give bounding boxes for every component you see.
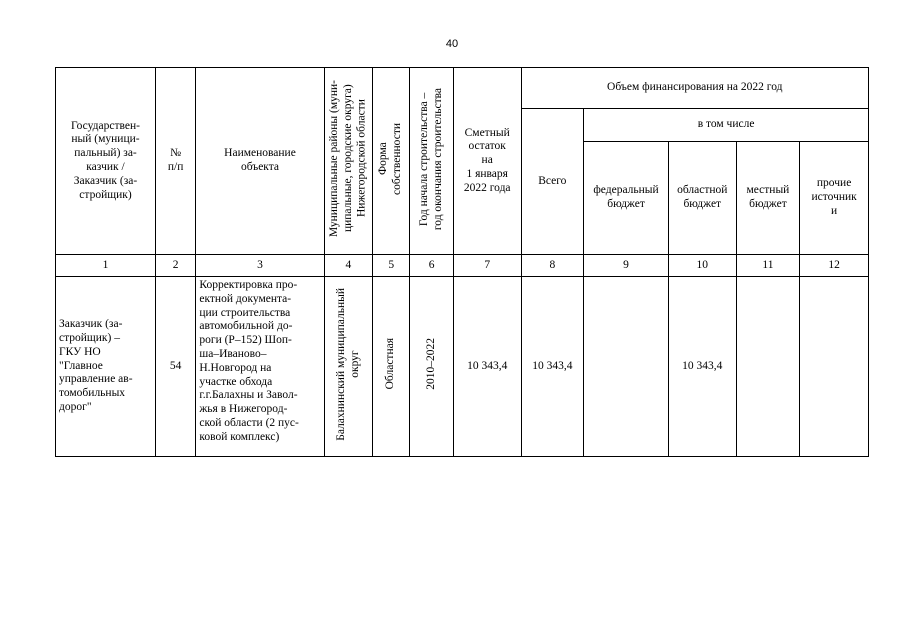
header-federal: федеральный бюджет <box>584 142 669 255</box>
header-customer: Государствен- ный (муници- пальный) за- казчик / Заказчик (за- стройщик) <box>56 68 156 255</box>
column-number: 2 <box>155 255 195 277</box>
row-district-cell <box>324 277 372 457</box>
row-federal <box>584 277 669 457</box>
header-estimated-balance: Сметный остаток на 1 января 2022 года <box>453 68 521 255</box>
column-number: 5 <box>373 255 410 277</box>
header-financing: Объем финансирования на 2022 год <box>521 68 868 109</box>
column-number: 10 <box>668 255 736 277</box>
row-object-name: Корректировка про- ектной документа- ции строительства автомобильной до- роги (Р–152) Шоп- ша–Иваново– Н.Новгород на участке обхода г.г.Балахны и Завол- жья в Нижегород- ской области (2 пус- ковой комплекс) <box>196 277 324 457</box>
row-estimated-balance: 10 343,4 <box>453 277 521 457</box>
row-regional: 10 343,4 <box>668 277 736 457</box>
header-ownership: Форма собственности <box>377 122 404 195</box>
column-number: 12 <box>800 255 869 277</box>
row-number: 54 <box>155 277 195 457</box>
row-years-cell <box>410 277 453 457</box>
column-numbers-row <box>56 255 869 277</box>
row-years: 2010–2022 <box>424 338 437 390</box>
header-years-cell <box>410 68 453 255</box>
row-other <box>800 277 869 457</box>
header-regional: областной бюджет <box>668 142 736 255</box>
column-number: 1 <box>56 255 156 277</box>
column-number: 4 <box>324 255 372 277</box>
header-total: Всего <box>521 109 584 255</box>
column-number: 7 <box>453 255 521 277</box>
row-local <box>736 277 800 457</box>
column-number: 9 <box>584 255 669 277</box>
header-including: в том числе <box>584 109 869 142</box>
page-number: 40 <box>445 38 459 50</box>
financing-table <box>55 67 869 457</box>
column-number: 3 <box>196 255 324 277</box>
header-number: № п/п <box>155 68 195 255</box>
table-row <box>56 277 869 457</box>
column-number: 8 <box>521 255 584 277</box>
header-local: местный бюджет <box>736 142 800 255</box>
row-ownership-cell <box>373 277 410 457</box>
header-districts: Муниципальные районы (муни- ципальные, городские округа) Нижегородской области <box>327 80 368 238</box>
row-total: 10 343,4 <box>521 277 584 457</box>
header-object-name: Наименование объекта <box>196 68 324 255</box>
header-years: Год начала строительства – год окончания строительства <box>417 87 444 230</box>
column-number: 6 <box>410 255 453 277</box>
row-ownership: Областная <box>384 338 397 390</box>
header-other: прочие источник и <box>800 142 869 255</box>
header-ownership-cell <box>373 68 410 255</box>
row-district: Балахнинский муниципальный округ <box>334 287 361 441</box>
row-customer: Заказчик (за- стройщик) – ГКУ НО "Главное управление ав- томобильных дорог" <box>56 277 156 457</box>
header-districts-cell <box>324 68 372 255</box>
column-number: 11 <box>736 255 800 277</box>
